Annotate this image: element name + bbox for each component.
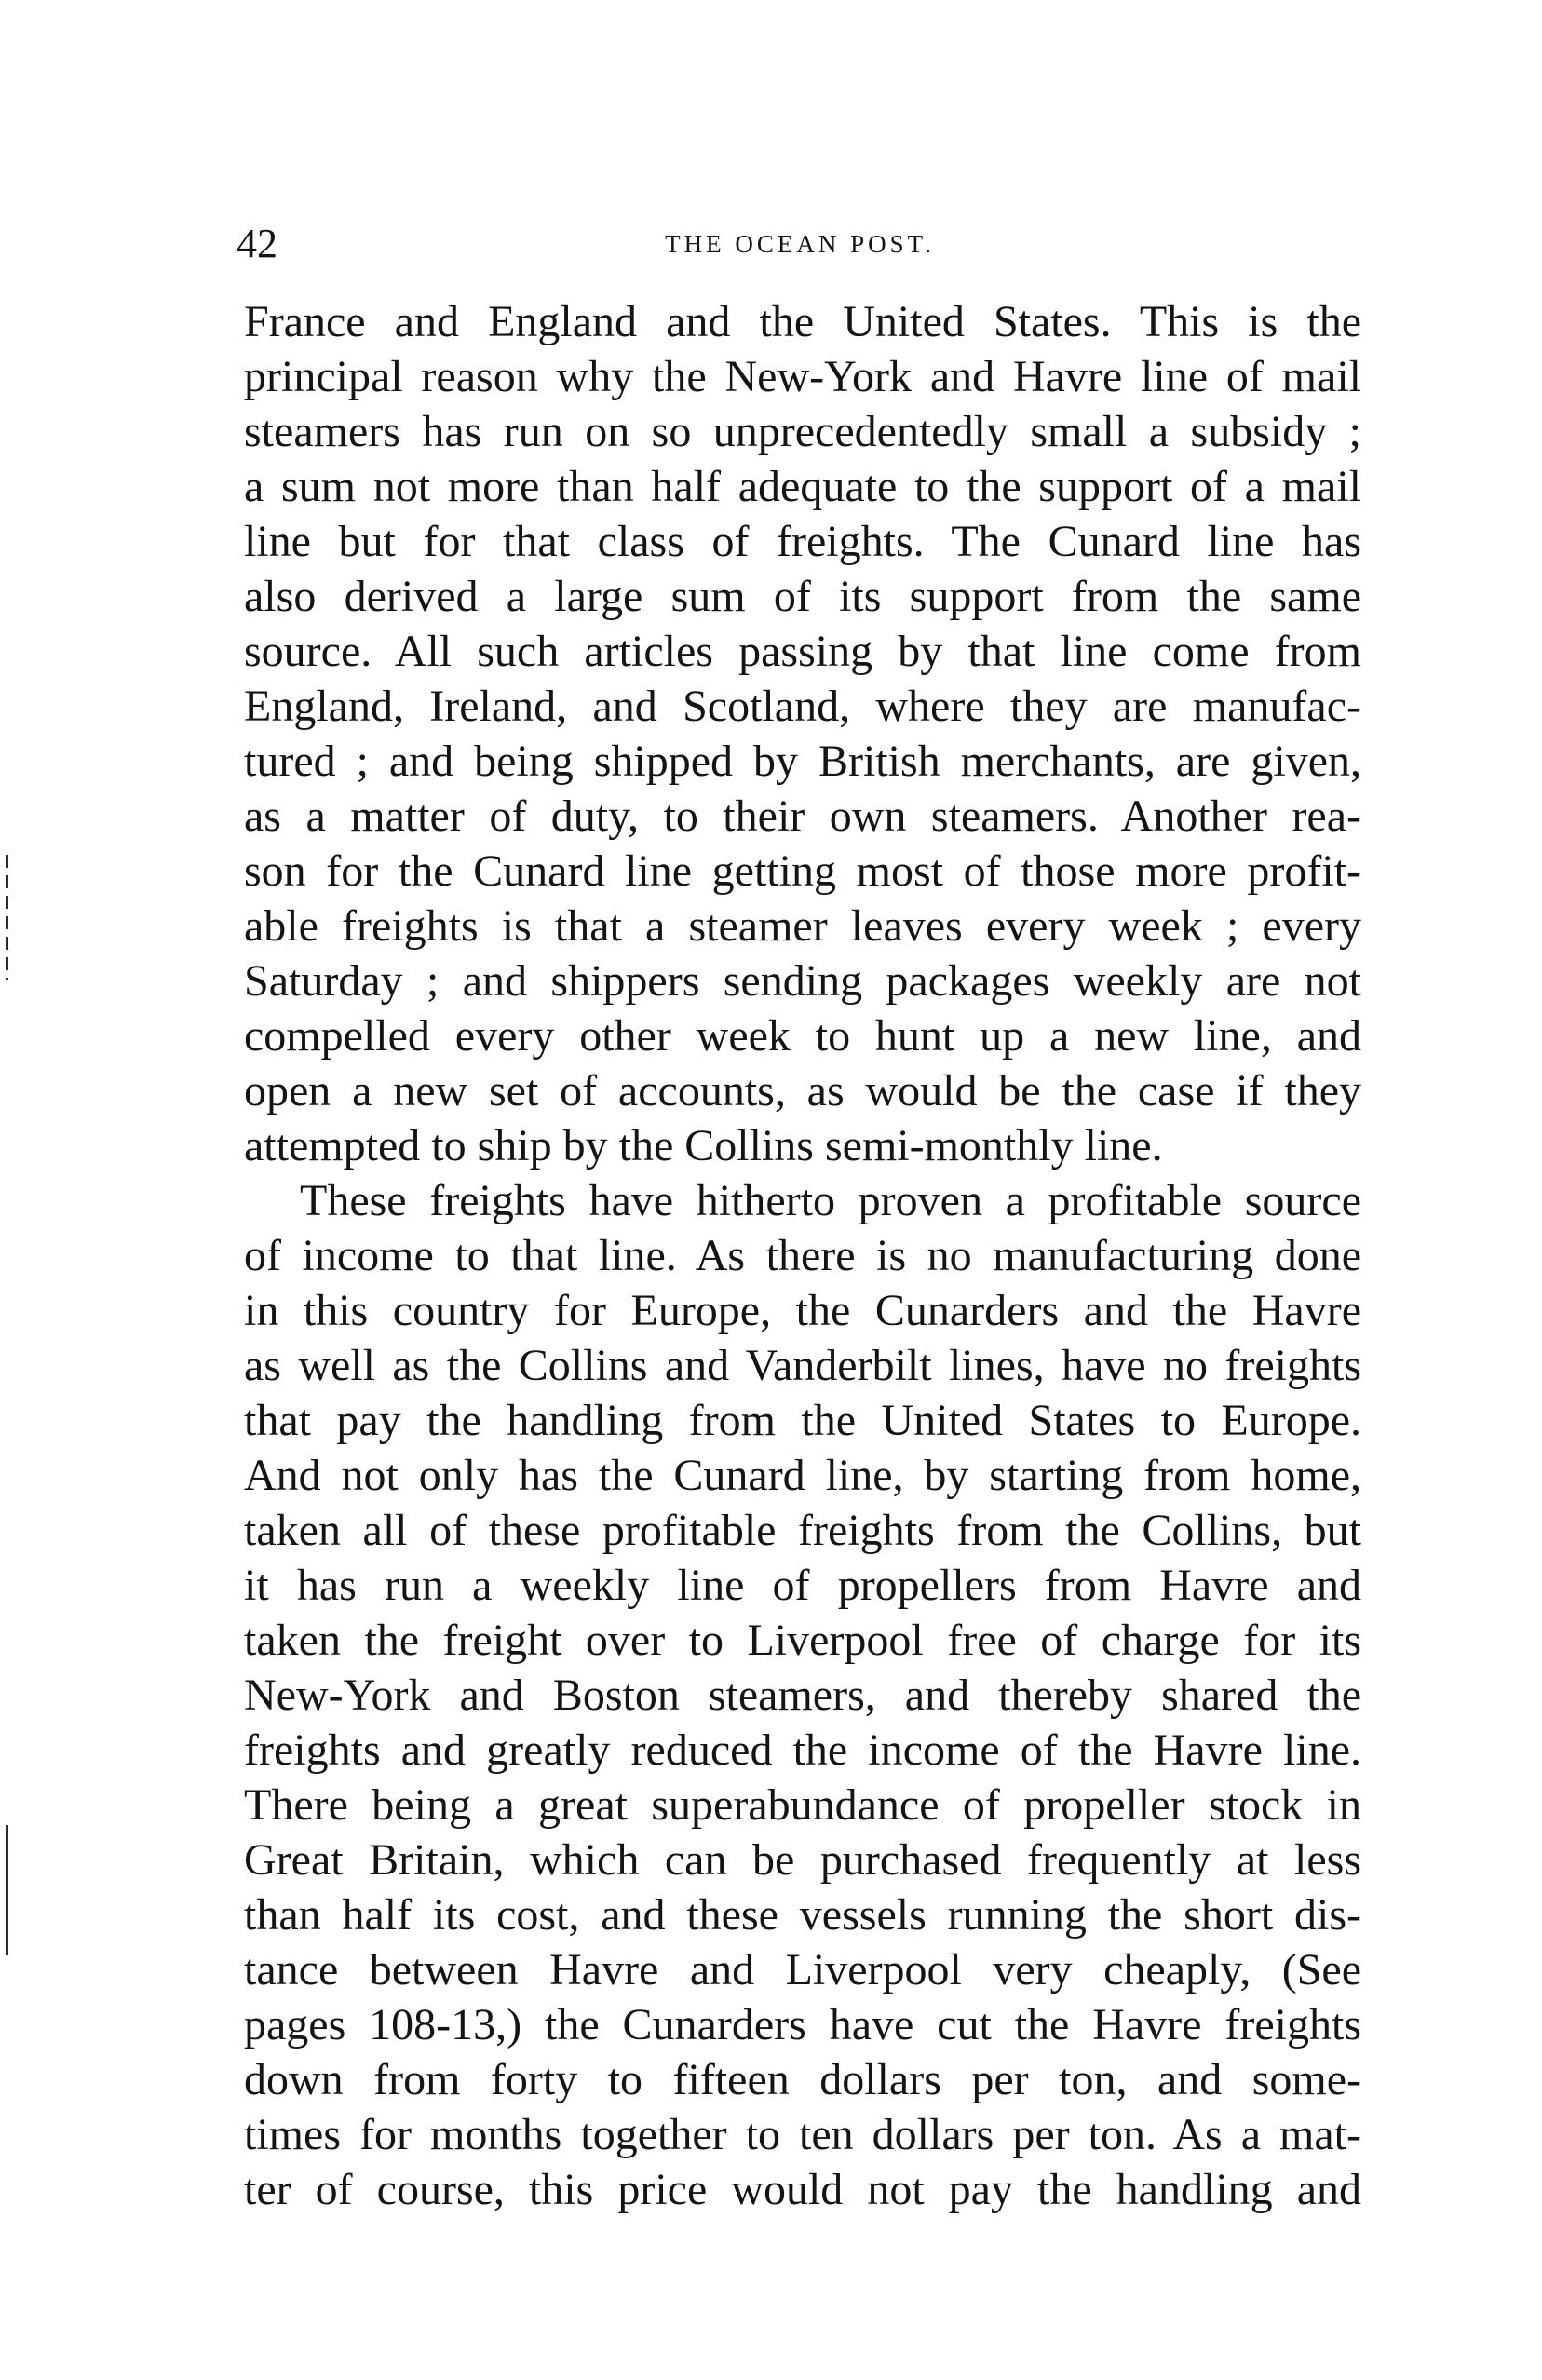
text-line: than half its cost, and these vessels running the short dis- [244,1890,1361,1940]
page-number: 42 [237,221,277,266]
text-line: down from forty to fifteen dollars per ton, and some- [244,2055,1361,2104]
text-line: New-York and Boston steamers, and thereby shared the [244,1670,1361,1720]
text-line: as a matter of duty, to their own steamers. Another rea- [244,791,1361,841]
text-line: freights and greatly reduced the income of the Havre line. [244,1725,1361,1775]
text-line: attempted to ship by the Collins semi-monthly line. [244,1121,1163,1170]
margin-scan-mark [6,1825,8,1955]
text-line: principal reason why the New-York and Havre line of mail [244,352,1361,401]
text-line: as well as the Collins and Vanderbilt lines, have no freights [244,1341,1361,1390]
text-line: of income to that line. As there is no manufacturing done [244,1231,1361,1280]
text-line: taken the freight over to Liverpool free of charge for its [244,1616,1361,1665]
text-line: times for months together to ten dollars per ton. As a mat- [244,2110,1361,2159]
text-line: steamers has run on so unprecedentedly small a subsidy ; [244,407,1361,456]
text-line: source. All such articles passing by that line come from [244,627,1361,676]
text-line: ter of course, this price would not pay the handling and [244,2165,1361,2214]
text-line: tance between Havre and Liverpool very cheaply, (See [244,1945,1361,1995]
text-line: a sum not more than half adequate to the support of a mail [244,462,1361,511]
body-text [244,294,1361,2217]
text-line: that pay the handling from the United States to Europe. [244,1396,1361,1445]
text-line: And not only has the Cunard line, by starting from home, [244,1451,1361,1500]
text-line: line but for that class of freights. The Cunard line has [244,517,1361,566]
text-line: tured ; and being shipped by British merchants, are given, [244,737,1361,786]
text-line: in this country for Europe, the Cunarders and the Havre [244,1286,1361,1335]
text-line: These freights have hitherto proven a profitable source [300,1176,1361,1225]
margin-scan-mark [6,855,8,980]
text-line: England, Ireland, and Scotland, where they are manufac- [244,682,1361,731]
text-line: compelled every other week to hunt up a new line, and [244,1011,1361,1061]
running-title: THE OCEAN POST. [665,230,935,258]
text-line: Saturday ; and shippers sending packages weekly are not [244,956,1361,1006]
text-line: able freights is that a steamer leaves every week ; every [244,901,1361,951]
text-line: taken all of these profitable freights from the Collins, but [244,1506,1361,1555]
text-line: France and England and the United States. This is the [244,297,1361,346]
text-line: open a new set of accounts, as would be the case if they [244,1066,1361,1116]
text-line: it has run a weekly line of propellers from Havre and [244,1561,1361,1610]
text-line: also derived a large sum of its support from the same [244,572,1361,621]
text-line: pages 108-13,) the Cunarders have cut the Havre freights [244,2000,1361,2049]
text-line: There being a great superabundance of propeller stock in [244,1780,1361,1830]
running-head [237,216,1363,272]
text-line: Great Britain, which can be purchased frequently at less [244,1835,1361,1885]
text-line: son for the Cunard line getting most of those more profit- [244,846,1361,896]
